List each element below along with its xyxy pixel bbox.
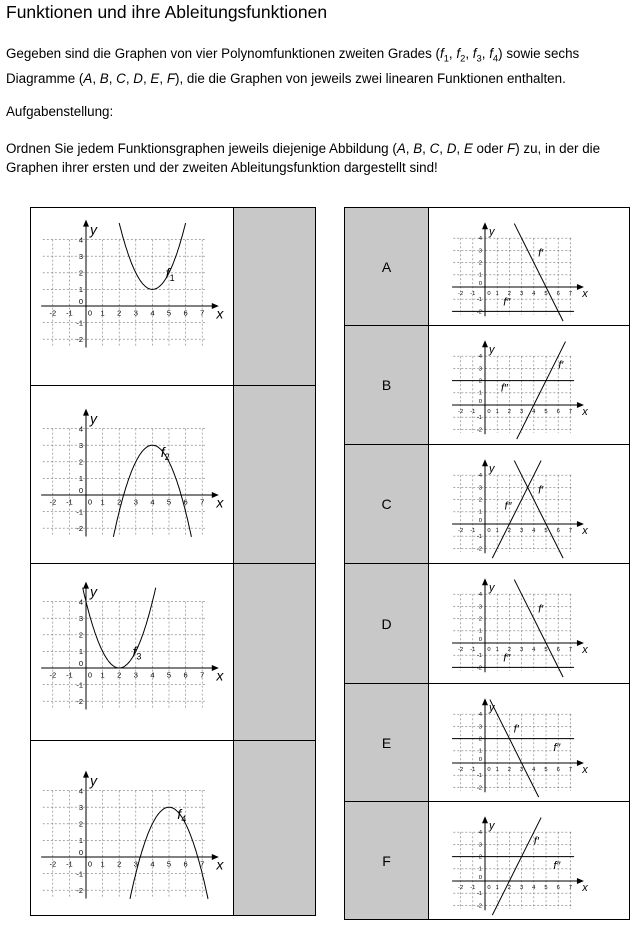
- first-derivative-label: f′: [533, 835, 539, 848]
- y-tick-label: 4: [478, 236, 482, 243]
- function-graph-2: [31, 386, 233, 563]
- y-axis-label: y: [90, 772, 97, 789]
- y-tick-label: 2: [478, 854, 482, 861]
- y-tick-label: 2: [78, 457, 83, 467]
- page-title: Funktionen und ihre Ableitungsfunktionen: [6, 2, 328, 22]
- y-tick-label: 4: [478, 592, 482, 599]
- y-tick-label: -2: [76, 334, 83, 344]
- y-tick-label: 4: [478, 830, 482, 837]
- y-axis-label: y: [489, 819, 495, 832]
- y-axis-arrow: [482, 340, 488, 347]
- x-tick-label: 0: [487, 646, 491, 653]
- y-tick-label: 1: [78, 474, 83, 484]
- x-tick-label: 5: [544, 884, 548, 891]
- y-axis-arrow: [482, 459, 488, 466]
- x-tick-label: 7: [568, 646, 573, 653]
- x-tick-label: -1: [470, 527, 476, 534]
- x-tick-label: 4: [150, 859, 155, 869]
- x-tick-label: 0: [87, 308, 93, 318]
- diagrams-table: [344, 207, 630, 920]
- x-tick-label: 1: [495, 646, 499, 653]
- y-axis-label: y: [489, 225, 495, 238]
- x-tick-label: 3: [133, 670, 138, 680]
- x-tick-label: 3: [133, 859, 138, 869]
- y-tick-label: 3: [78, 802, 83, 812]
- task-heading: Aufgabenstellung:: [6, 104, 114, 119]
- y-tick-label: -2: [476, 785, 482, 792]
- y-tick-label: 0: [78, 486, 83, 495]
- y-tick-label: -1: [476, 773, 482, 780]
- x-tick-label: 6: [556, 766, 560, 773]
- x-tick-label: 5: [166, 859, 172, 869]
- x-tick-label: 7: [200, 670, 205, 680]
- function-curve: [83, 588, 156, 668]
- x-tick-label: -1: [66, 497, 73, 507]
- x-axis-label: x: [582, 287, 588, 300]
- y-axis-label: y: [489, 701, 495, 714]
- y-axis-label: y: [489, 581, 495, 594]
- x-tick-label: 7: [568, 527, 573, 534]
- y-tick-label: -2: [476, 546, 482, 553]
- x-tick-label: 1: [495, 527, 499, 534]
- x-tick-label: 7: [568, 408, 573, 415]
- function-label: $f_2$: [160, 443, 170, 462]
- diagram-label: D: [345, 564, 429, 683]
- y-tick-label: 3: [78, 251, 83, 261]
- y-tick-label: -1: [76, 869, 83, 879]
- y-tick-label: 2: [78, 268, 83, 278]
- x-axis-label: x: [582, 405, 588, 418]
- x-tick-label: -1: [470, 408, 476, 415]
- y-tick-label: 1: [478, 509, 482, 516]
- y-tick-label: 4: [78, 597, 83, 607]
- x-tick-label: 3: [519, 884, 524, 891]
- x-tick-label: -1: [66, 670, 73, 680]
- function-graph-1: [31, 208, 233, 385]
- y-axis-arrow: [482, 698, 488, 705]
- first-derivative-label: f′: [538, 247, 544, 260]
- diagram-row-E: [345, 684, 629, 802]
- functions-table: [30, 207, 316, 916]
- y-axis-label: y: [489, 462, 495, 475]
- x-tick-label: 5: [166, 497, 172, 507]
- intro-text: Gegeben sind die Graphen von vier Polynomfunktionen zweiten Grades ($f_1$, $f_2$, $f_3$, $f_4$) sowie sechs Diagramme (A, B, C, D, E, F), die die Graphen von jeweils zwei linearen Funktionen enthalten.: [6, 46, 580, 86]
- y-tick-label: 1: [478, 866, 482, 873]
- y-tick-label: 2: [78, 819, 83, 829]
- y-tick-label: 2: [78, 630, 83, 640]
- y-tick-label: 2: [478, 616, 482, 623]
- diagram-row-D: [345, 564, 629, 684]
- x-tick-label: 5: [544, 290, 548, 297]
- y-axis-arrow: [482, 578, 488, 585]
- function-row-2: [31, 386, 315, 564]
- y-tick-label: 2: [478, 378, 482, 385]
- diagram-graph-B: [429, 326, 629, 444]
- x-tick-label: 4: [532, 527, 536, 534]
- y-axis-arrow: [83, 582, 89, 589]
- x-tick-label: -2: [49, 308, 57, 318]
- y-tick-label: 3: [478, 485, 482, 492]
- first-derivative-label: f′: [558, 359, 564, 372]
- x-tick-label: 4: [150, 308, 155, 318]
- y-axis-arrow: [482, 816, 488, 823]
- x-tick-label: 4: [532, 408, 536, 415]
- x-tick-label: 2: [507, 884, 512, 891]
- y-tick-label: 0: [478, 399, 482, 405]
- y-tick-label: 1: [478, 390, 482, 397]
- second-derivative-label: f″: [553, 741, 561, 754]
- answer-cell-4[interactable]: [233, 741, 315, 915]
- x-tick-label: 2: [117, 670, 122, 680]
- x-tick-label: 5: [544, 408, 548, 415]
- y-tick-label: -2: [476, 665, 482, 672]
- x-tick-label: 0: [87, 859, 93, 869]
- y-axis-label: y: [489, 343, 495, 356]
- y-tick-label: 3: [78, 613, 83, 623]
- x-tick-label: 7: [568, 766, 573, 773]
- y-tick-label: 0: [478, 518, 482, 524]
- function-label: $f_3$: [132, 643, 142, 662]
- x-tick-label: 1: [495, 766, 499, 773]
- x-tick-label: -1: [470, 884, 476, 891]
- y-tick-label: 1: [478, 748, 482, 755]
- x-tick-label: 4: [532, 290, 536, 297]
- x-tick-label: 0: [487, 884, 491, 891]
- y-tick-label: 3: [478, 604, 482, 611]
- y-tick-label: -1: [476, 534, 482, 541]
- x-tick-label: 1: [495, 408, 499, 415]
- x-axis-label: x: [582, 881, 588, 894]
- y-axis-arrow: [83, 220, 89, 227]
- x-tick-label: 3: [133, 308, 138, 318]
- x-tick-label: 1: [495, 884, 499, 891]
- x-tick-label: 0: [487, 408, 491, 415]
- x-tick-label: 6: [556, 527, 560, 534]
- x-tick-label: -2: [458, 527, 464, 534]
- x-tick-label: -2: [458, 884, 464, 891]
- first-derivative-label: f′: [538, 603, 544, 616]
- y-tick-label: -1: [76, 318, 83, 328]
- x-tick-label: -2: [49, 859, 57, 869]
- first-derivative-label: f′: [513, 723, 519, 736]
- x-tick-label: 6: [183, 670, 188, 680]
- x-tick-label: 3: [519, 527, 524, 534]
- x-tick-label: 5: [166, 308, 172, 318]
- y-tick-label: 4: [78, 235, 83, 245]
- x-tick-label: 7: [200, 859, 205, 869]
- x-tick-label: 5: [544, 527, 548, 534]
- y-tick-label: 2: [478, 260, 482, 267]
- x-axis-label: x: [582, 763, 588, 776]
- y-tick-label: 0: [478, 637, 482, 643]
- y-tick-label: 1: [78, 647, 83, 657]
- second-derivative-label: f″: [504, 500, 512, 513]
- y-tick-label: -1: [476, 297, 482, 304]
- y-tick-label: 3: [478, 366, 482, 373]
- y-tick-label: 1: [478, 272, 482, 279]
- y-tick-label: 3: [478, 248, 482, 255]
- x-tick-label: 4: [150, 497, 155, 507]
- y-tick-label: -2: [76, 523, 83, 533]
- y-axis-label: y: [90, 583, 97, 600]
- y-tick-label: -2: [76, 696, 83, 706]
- diagram-graph-A: [429, 208, 629, 325]
- x-tick-label: -2: [458, 408, 464, 415]
- x-tick-label: -2: [458, 290, 464, 297]
- x-tick-label: 6: [556, 408, 560, 415]
- answer-cell-1[interactable]: [233, 208, 315, 385]
- diagram-row-F: [345, 802, 629, 919]
- x-tick-label: 5: [166, 670, 172, 680]
- x-tick-label: 0: [87, 497, 93, 507]
- y-axis-label: y: [90, 221, 97, 238]
- y-tick-label: -1: [76, 680, 83, 690]
- diagram-label: C: [345, 445, 429, 563]
- y-tick-label: 4: [78, 786, 83, 796]
- x-tick-label: -2: [49, 670, 57, 680]
- x-tick-label: 2: [507, 527, 512, 534]
- x-tick-label: 3: [519, 766, 524, 773]
- x-axis-label: x: [216, 305, 224, 322]
- task-text: Ordnen Sie jedem Funktionsgraphen jeweils diejenige Abbildung (A, B, C, D, E oder F) zu, in der die Graphen ihrer ersten und der zweiten Ableitungsfunktion dargestellt sind!: [6, 141, 601, 175]
- y-tick-label: 3: [478, 842, 482, 849]
- y-tick-label: 0: [78, 297, 83, 306]
- x-tick-label: 3: [133, 497, 138, 507]
- x-tick-label: 2: [507, 646, 512, 653]
- diagram-row-C: [345, 445, 629, 564]
- diagram-label: E: [345, 684, 429, 801]
- diagram-label: F: [345, 802, 429, 919]
- x-tick-label: -2: [458, 646, 464, 653]
- x-tick-label: -2: [49, 497, 57, 507]
- x-tick-label: 2: [117, 308, 122, 318]
- x-tick-label: 1: [100, 670, 105, 680]
- first-derivative-label: f′: [538, 484, 544, 497]
- x-tick-label: 4: [532, 646, 536, 653]
- function-label: $f_1$: [165, 264, 175, 283]
- x-tick-label: 6: [556, 646, 560, 653]
- diagram-graph-F: [429, 802, 629, 919]
- y-tick-label: 1: [78, 836, 83, 846]
- y-tick-label: -2: [76, 885, 83, 895]
- function-graph-4: [31, 741, 233, 915]
- x-tick-label: 7: [200, 497, 205, 507]
- y-tick-label: 2: [478, 497, 482, 504]
- x-tick-label: 4: [532, 884, 536, 891]
- x-tick-label: 3: [519, 290, 524, 297]
- y-tick-label: 3: [478, 724, 482, 731]
- x-tick-label: 0: [487, 527, 491, 534]
- x-tick-label: 0: [487, 766, 491, 773]
- y-axis-arrow: [83, 409, 89, 416]
- x-tick-label: 6: [183, 308, 188, 318]
- x-axis-label: x: [582, 643, 588, 656]
- y-tick-label: 2: [478, 736, 482, 743]
- x-axis-label: x: [582, 524, 588, 537]
- second-derivative-label: f″: [553, 859, 561, 872]
- x-tick-label: 5: [544, 646, 548, 653]
- x-tick-label: 4: [150, 670, 155, 680]
- y-tick-label: 4: [478, 712, 482, 719]
- x-tick-label: 7: [568, 884, 573, 891]
- x-tick-label: -1: [470, 766, 476, 773]
- answer-cell-3[interactable]: [233, 564, 315, 740]
- function-row-4: [31, 741, 315, 915]
- x-tick-label: -1: [470, 646, 476, 653]
- x-tick-label: -1: [66, 859, 73, 869]
- x-tick-label: 7: [568, 290, 573, 297]
- diagram-graph-C: [429, 445, 629, 563]
- y-tick-label: 4: [78, 424, 83, 434]
- function-row-3: [31, 564, 315, 741]
- y-tick-label: -1: [476, 653, 482, 660]
- y-tick-label: 1: [78, 285, 83, 295]
- diagram-graph-D: [429, 564, 629, 683]
- function-label: $f_4$: [177, 805, 187, 824]
- x-tick-label: 4: [532, 766, 536, 773]
- x-tick-label: 0: [87, 670, 93, 680]
- x-tick-label: 3: [519, 408, 524, 415]
- y-tick-label: 0: [478, 757, 482, 763]
- y-tick-label: 0: [78, 848, 83, 857]
- y-tick-label: 0: [478, 875, 482, 881]
- y-tick-label: -2: [476, 903, 482, 910]
- y-tick-label: -1: [476, 415, 482, 422]
- x-tick-label: 2: [507, 290, 512, 297]
- y-axis-arrow: [83, 771, 89, 778]
- y-tick-label: -2: [476, 427, 482, 434]
- x-tick-label: 6: [556, 884, 560, 891]
- answer-cell-2[interactable]: [233, 386, 315, 563]
- x-tick-label: 2: [117, 859, 122, 869]
- second-derivative-label: f″: [503, 296, 511, 309]
- x-tick-label: 6: [183, 497, 188, 507]
- x-tick-label: 3: [519, 646, 524, 653]
- function-row-1: [31, 208, 315, 386]
- x-tick-label: 6: [183, 859, 188, 869]
- x-tick-label: 2: [507, 766, 512, 773]
- function-graph-3: [31, 564, 233, 740]
- x-axis-label: x: [216, 667, 224, 684]
- y-tick-label: -1: [76, 507, 83, 517]
- x-tick-label: -2: [458, 766, 464, 773]
- second-derivative-label: f″: [500, 382, 508, 395]
- x-tick-label: 5: [544, 766, 548, 773]
- diagram-graph-E: [429, 684, 629, 801]
- x-tick-label: 6: [556, 290, 560, 297]
- diagram-row-B: [345, 326, 629, 445]
- diagram-row-A: [345, 208, 629, 326]
- y-tick-label: -2: [476, 309, 482, 316]
- y-tick-label: 1: [478, 628, 482, 635]
- y-tick-label: 3: [78, 440, 83, 450]
- x-axis-label: x: [216, 494, 224, 511]
- function-curve: [130, 807, 208, 899]
- y-axis-label: y: [90, 410, 97, 427]
- x-tick-label: 2: [117, 497, 122, 507]
- x-tick-label: 7: [200, 308, 205, 318]
- x-tick-label: 0: [487, 290, 491, 297]
- x-tick-label: 1: [100, 497, 105, 507]
- second-derivative-label: f″: [503, 652, 511, 665]
- y-tick-label: 4: [478, 473, 482, 480]
- y-tick-label: 0: [478, 281, 482, 287]
- x-tick-label: -1: [470, 290, 476, 297]
- y-tick-label: 0: [78, 659, 83, 668]
- x-tick-label: 2: [507, 408, 512, 415]
- x-tick-label: -1: [66, 308, 73, 318]
- y-tick-label: 4: [478, 354, 482, 361]
- x-tick-label: 1: [100, 308, 105, 318]
- diagram-label: B: [345, 326, 429, 444]
- y-axis-arrow: [482, 222, 488, 229]
- function-curve: [113, 445, 191, 537]
- x-tick-label: 1: [495, 290, 499, 297]
- y-tick-label: -1: [476, 891, 482, 898]
- x-axis-label: x: [216, 856, 224, 873]
- diagram-label: A: [345, 208, 429, 325]
- x-tick-label: 1: [100, 859, 105, 869]
